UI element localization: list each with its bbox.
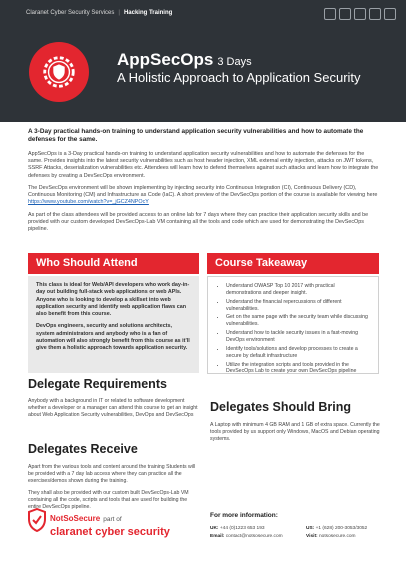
contact-row	[210, 525, 385, 533]
page-title	[117, 50, 252, 70]
footer-logo	[28, 508, 200, 558]
course-takeaway-box	[207, 276, 379, 374]
who-paragraph-2: DevOps engineers, security and solutions architects, system administrators and anybody who is a fan of automation will also strongly benefit from this course as it'll give them a holistic approach towards application security.	[36, 323, 190, 352]
us-phone[interactable]: +1 (628) 200-3053/3052	[315, 526, 368, 531]
intro-paragraph-1: AppSecOps is a 3-Day practical hands-on training to understand application security vulnerabilities and how to automate the defenses for the same. Provides insights into the latest security vulnerabilities such as host header injection, XML external entity injection, attacks on JWT tokens, SSRF Attacks, deserialization vulnerabilities etc. Attendees will learn how to defend themselves against such attacks and learn how to integrate the defenses by creating a DevSecOps environment.	[28, 150, 379, 179]
instagram-icon[interactable]	[384, 8, 396, 20]
breadcrumb: Claranet Cyber Security Services | Hacking Training	[26, 10, 173, 16]
receive-paragraph-2: They shall also be provided with our custom built DevSecOps-Lab VM containing all the code, scripts and tools that are used for building the entire DevSecOps pipeline.	[28, 489, 189, 510]
intro-section	[28, 128, 380, 239]
list-item: • Utilize the integration scripts and tools provided in the DevSecOps Lab to create your own DevSecOps pipeline	[226, 362, 370, 376]
contact-row	[210, 533, 385, 541]
list-item: • Understand OWASP Top 10 2017 with practical demonstrations and deeper insight.	[226, 283, 370, 297]
list-item: • Understand the financial repercussions of different vulnerabilities.	[226, 299, 370, 313]
preview-link[interactable]: https://www.youtube.com/watch?v=_jGCZ4NPOcY	[28, 199, 149, 206]
header-band	[0, 0, 406, 122]
email-label: Email:	[210, 533, 225, 539]
course-logo	[29, 42, 89, 102]
category-label: Hacking Training	[123, 10, 173, 16]
requirements-text: Anybody with a background in IT or related to software development whether a developer or a manager can attend this course to get an insight about Web Application Security vulnerabilities, DevOps and DevSecOps	[28, 398, 198, 419]
who-should-attend-heading: Who Should Attend	[28, 253, 199, 274]
shield-gear-icon	[40, 53, 78, 91]
intro-lead: A 3-Day practical hands-on training to understand application security vulnerabilities and how to automate the defenses for the same.	[28, 128, 364, 144]
course-takeaway-heading: Course Takeaway	[207, 253, 379, 274]
part-of-label: part of	[103, 516, 122, 523]
linkedin-icon[interactable]	[354, 8, 366, 20]
list-item: • Get on the same page with the security team while discussing vulnerabilities.	[226, 314, 370, 328]
website-link[interactable]: notsosecure.com	[319, 533, 356, 539]
contact-details	[210, 525, 385, 540]
page-subtitle: A Holistic Approach to Application Security	[117, 70, 361, 85]
intro-paragraph-2: The DevSecOps environment will be shown implementing by injecting security into Continuous Integration (CI), Continuous Delivery (CD), Continuous Monitoring (CM) and Infrastructure as Code (IaC). A short preview of the DevSecOps portion of the course is available for viewing here https://www.youtube.com/watch?v=_jGCZ4NPOcY	[28, 184, 378, 206]
who-paragraph-1: This class is ideal for Web/API developers who work day-in-day out building full-stack web applications or web APIs. Anyone who is looking to develop a skillset into web application security and identify web application flaws can also benefit from this course.	[36, 282, 190, 318]
receive-heading: Delegates Receive	[28, 442, 138, 456]
youtube-icon[interactable]	[369, 8, 381, 20]
shield-check-icon	[28, 508, 46, 532]
more-info-heading: For more information:	[210, 512, 278, 519]
uk-label: UK:	[210, 526, 219, 531]
parent-brand: claranet cyber security	[50, 526, 170, 538]
social-icons	[324, 8, 396, 20]
list-item: • Identify tools/solutions and develop processes to create a secure by default infrastructure	[226, 346, 370, 360]
visit-label: Visit:	[306, 533, 318, 539]
bring-text: A Laptop with minimum 4 GB RAM and 1 GB of extra space. Currently the tools provided by us support only Windows, MacOS and Debian operating systems.	[210, 422, 380, 443]
brand-name: NotSoSecure	[50, 514, 101, 523]
duration: 3 Days	[217, 56, 252, 68]
who-should-attend-box	[28, 276, 199, 373]
facebook-icon[interactable]	[324, 8, 336, 20]
email-link[interactable]: contact@notsosecure.com	[225, 533, 283, 539]
requirements-heading: Delegate Requirements	[28, 377, 167, 391]
company-name: Claranet Cyber Security Services	[26, 10, 115, 16]
uk-phone[interactable]: +44 (0)1223 653 193	[219, 526, 265, 531]
list-item: • Understand how to tackle security issues in a fast-moving DevOps environment	[226, 330, 370, 344]
intro-paragraph-3: As part of the class attendees will be provided access to an online lab for 7 days where they can practice their application security skills and be provided with our custom developed DevSecOps-Lab VM containing all the tools and code which are used for demonstrating the DevSecOps pipeline.	[28, 211, 369, 233]
twitter-icon[interactable]	[339, 8, 351, 20]
receive-paragraph-1: Apart from the various tools and content around the training Students will be provided with a 7 day lab access where they can practice all the exercises/demos shown during the training.	[28, 464, 196, 485]
takeaway-list	[220, 283, 370, 375]
us-label: US:	[306, 526, 315, 531]
bring-heading: Delegates Should Bring	[210, 400, 351, 414]
brand-line	[50, 514, 122, 523]
title-text: AppSecOps	[117, 50, 214, 69]
